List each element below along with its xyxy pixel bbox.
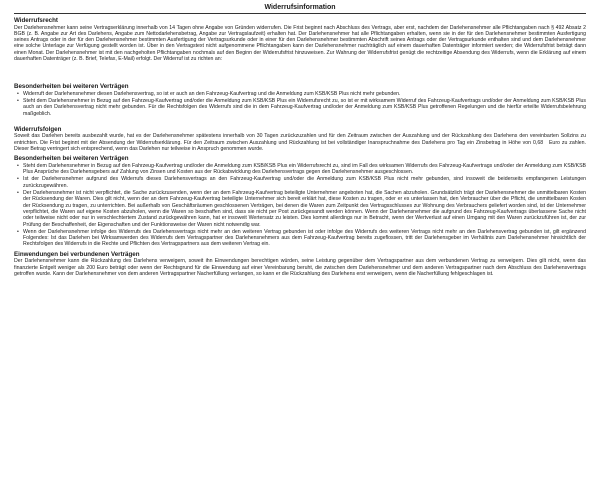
besonderheiten-list-2 — [14, 163, 586, 248]
list-item: • Steht dem Darlehensnehmer in Bezug auf den Fahrzeug-Kaufvertrag und/oder die Anmeldung zum KSB/KSB Plus ein Widerrufsrecht zu, sind im Fall des wirksamen Widerrufs des Fahrzeug-Kaufvertrags und/oder der Anmeldung zum KSB/KSB Plus Ansprüche des Darlehensgebers auf Zahlung von Zinsen und Kosten aus der Rückabwicklung des Darlehensvertrags gegen den Darlehensnehmer ausgeschlossen. — [23, 163, 586, 176]
widerrufsrecht-text: Der Darlehensnehmer kann seine Vertragserklärung innerhalb von 14 Tagen ohne Angabe von Gründen widerrufen. Die Frist beginnt nach Abschluss des Vertrags, aber erst, nachdem der Darlehensnehmer alle Pflichtangaben nach § 492 Absatz 2 BGB (z. B. Angabe zur Art des Darlehens, Angabe zum Nettodarlehensbetrag, Angabe zur Vertragslaufzeit) erhalten hat. Der Darlehensnehmer hat alle Pflichtangaben erhalten, wenn sie in der für den Darlehensnehmer bestimmten Ausfertigung seines Antrags oder in der für den Darlehensnehmer bestimmten Ausfertigung der Vertragsurkunde oder in einer für den Darlehensnehmer bestimmten Abschrift seines Antrags oder der Vertragsurkunde enthalten sind und dem Darlehensnehmer eine solche Unterlage zur Verfügung gestellt worden ist. Über in den Vertragstext nicht aufgenommene Pflichtangaben kann der Darlehensnehmer nachträglich auf einem dauerhaften Datenträger informiert werden; die Widerrufsfrist beträgt dann einen Monat. Der Darlehensnehmer ist mit den nachgeholten Pflichtangaben nochmals auf den Beginn der Widerrufsfrist hinzuweisen. Zur Wahrung der Widerrufsfrist genügt die rechtzeitige Absendung des Widerrufs, wenn die Erklärung auf einem dauerhaften Datenträger (z. B. Brief, Telefax, E-Mail) erfolgt. Der Widerruf ist zu richten an: — [14, 24, 586, 62]
list-item: • Widerruft der Darlehensnehmer diesen Darlehensvertrag, so ist er auch an den Fahrzeug-Kaufvertrag und die Anmeldung zum KSB/KSB Plus nicht mehr gebunden. — [23, 91, 586, 97]
list-item: • Steht dem Darlehensnehmer in Bezug auf den Fahrzeug-Kaufvertrag und/oder die Anmeldung zum KSB/KSB Plus ein Widerrufsrecht zu, so ist er mit wirksamem Widerruf des Fahrzeug-Kaufvertrags und/oder der Anmeldung zum KSB/KSB Plus auch an den Darlehensvertrag nicht mehr gebunden. Für die Rechtsfolgen des Widerrufs sind die in dem Fahrzeug-Kaufvertrag und/oder der Anmeldung zum KSB/KSB Plus getroffenen Regelungen und die hierfür erteilte Widerrufsbelehrung maßgeblich. — [23, 98, 586, 117]
list-item: • Wenn der Darlehensnehmer infolge des Widerrufs des Darlehensvertrags nicht mehr an den weiteren Vertrag gebunden ist oder infolge des Widerrufs des weiteren Vertrags nicht mehr an den Darlehensvertrag gebunden ist, gilt ergänzend Folgendes: Ist das Darlehen bei Wirksamwerden des Widerrufs dem Vertragspartner des Darlehensnehmers aus dem Fahrzeug-Kaufvertrag bereits zugeflossen, tritt der Darlehensgeber im Verhältnis zum Darlehensnehmer hinsichtlich der Rechtsfolgen des Widerrufs in die Rechte und Pflichten des Vertragspartners aus dem weiteren Vertrag ein. — [23, 229, 586, 248]
list-item: • Ist der Darlehensnehmer aufgrund des Widerrufs dieses Darlehensvertrags an den Fahrzeug-Kaufvertrag und/oder die Anmeldung zum KSB/KSB Plus nicht mehr gebunden, sind insoweit die beiderseits empfangenen Leistungen zurückzugewähren. — [23, 176, 586, 189]
widerrufsfolgen-text — [14, 133, 586, 152]
document-title: Widerrufsinformation — [264, 4, 336, 11]
besonderheiten-list-1 — [14, 91, 586, 117]
address-blank-space — [14, 62, 586, 80]
section-heading-besonderheiten-2: Besonderheiten bei weiteren Verträgen — [14, 155, 129, 163]
section-heading-widerrufsrecht: Widerrufsrecht — [14, 17, 58, 24]
section-heading-widerrufsfolgen: Widerrufsfolgen — [14, 125, 62, 133]
widerrufsfolgen-text-start: Soweit das Darlehen bereits ausbezahlt wurde, hat es der Darlehensnehmer spätestens innerhalb von 30 Tagen zurückzuzahlen und für den Zeitraum zwischen der Auszahlung und der Rückzahlung des Darlehens den vereinbarten Sollzins zu entrichten. Die Frist beginnt mit der Absendung der Widerrufserklärung. Für den Zeitraum zwischen Auszahlung und Rückzahlung ist bei vollständiger Inanspruchnahme des Darlehens pro Tag ein Zinsbetrag in Höhe von — [14, 133, 586, 146]
einwendungen-text: Der Darlehensnehmer kann die Rückzahlung des Darlehens verweigern, soweit ihn Einwendungen berechtigen würden, seine Leistung gegenüber dem Vertragspartner aus dem verbundenen Vertrag zu verweigern. Dies gilt nicht, wenn das finanzierte Entgelt weniger als 200 Euro beträgt oder wenn der Rechtsgrund für die Einwendung auf einer Vereinbarung beruht, die zwischen dem Darlehensnehmer und dem anderen Vertragspartner nach dem Abschluss des Darlehensvertrags getroffen wurde. Kann der Darlehensnehmer von dem anderen Vertragspartner Nacherfüllung verlangen, so kann er die Rückzahlung des Darlehens erst verweigern, wenn die Nacherfüllung fehlgeschlagen ist. — [14, 258, 586, 277]
widerrufsfolgen-text-end: Euro zu zahlen. Dieser Betrag verringert sich entsprechend, wenn das Darlehen nur teilweise in Anspruch genommen wurde. — [14, 139, 587, 153]
section-heading-einwendungen: Einwendungen bei verbundenen Verträgen — [14, 250, 140, 258]
list-item: • Der Darlehensnehmer ist nicht verpflichtet, die Sache zurückzusenden, wenn der an dem Fahrzeug-Kaufvertrag beteiligte Unternehmer angeboten hat, die Sachen abzuholen. Grundsätzlich trägt der Darlehensnehmer die unmittelbaren Kosten der Rücksendung der Waren. Dies gilt nicht, wenn der an dem Fahrzeug-Kaufvertrag beteiligte Unternehmer sich bereit erklärt hat, diese Kosten zu tragen, oder er es unterlassen hat, den Verbraucher über die Pflicht, die unmittelbaren Kosten der Rücksendung zu tragen, zu unterrichten. Bei außerhalb von Geschäftsräumen geschlossenen Verträgen, bei denen die Waren zum Zeitpunkt des Vertragsschlusses zur Wohnung des Verbrauchers geliefert worden sind, ist der Unternehmer verpflichtet, die Waren auf eigene Kosten abzuholen, wenn die Waren so beschaffen sind, dass sie nicht per Post zurückgesandt werden können. Wenn der Darlehensnehmer die aufgrund des Fahrzeug-Kaufvertrags überlassene Sache nicht oder teilweise nicht oder nur in verschlechtertem Zustand zurückgewähren kann, hat er insoweit Wertersatz zu leisten. Dies kommt allerdings nur in Betracht, wenn der Wertverlust auf einen Umgang mit den Waren zurückzuführen ist, der zur Prüfung der Beschaffenheit, der Eigenschaften und der Funktionsweise der Waren nicht notwendig war. — [23, 190, 586, 228]
section-heading-besonderheiten-1: Besonderheiten bei weiteren Verträgen — [14, 83, 129, 91]
document-page — [14, 4, 586, 476]
title-divider — [14, 13, 586, 14]
daily-interest-amount: 0,68 — [533, 139, 544, 146]
